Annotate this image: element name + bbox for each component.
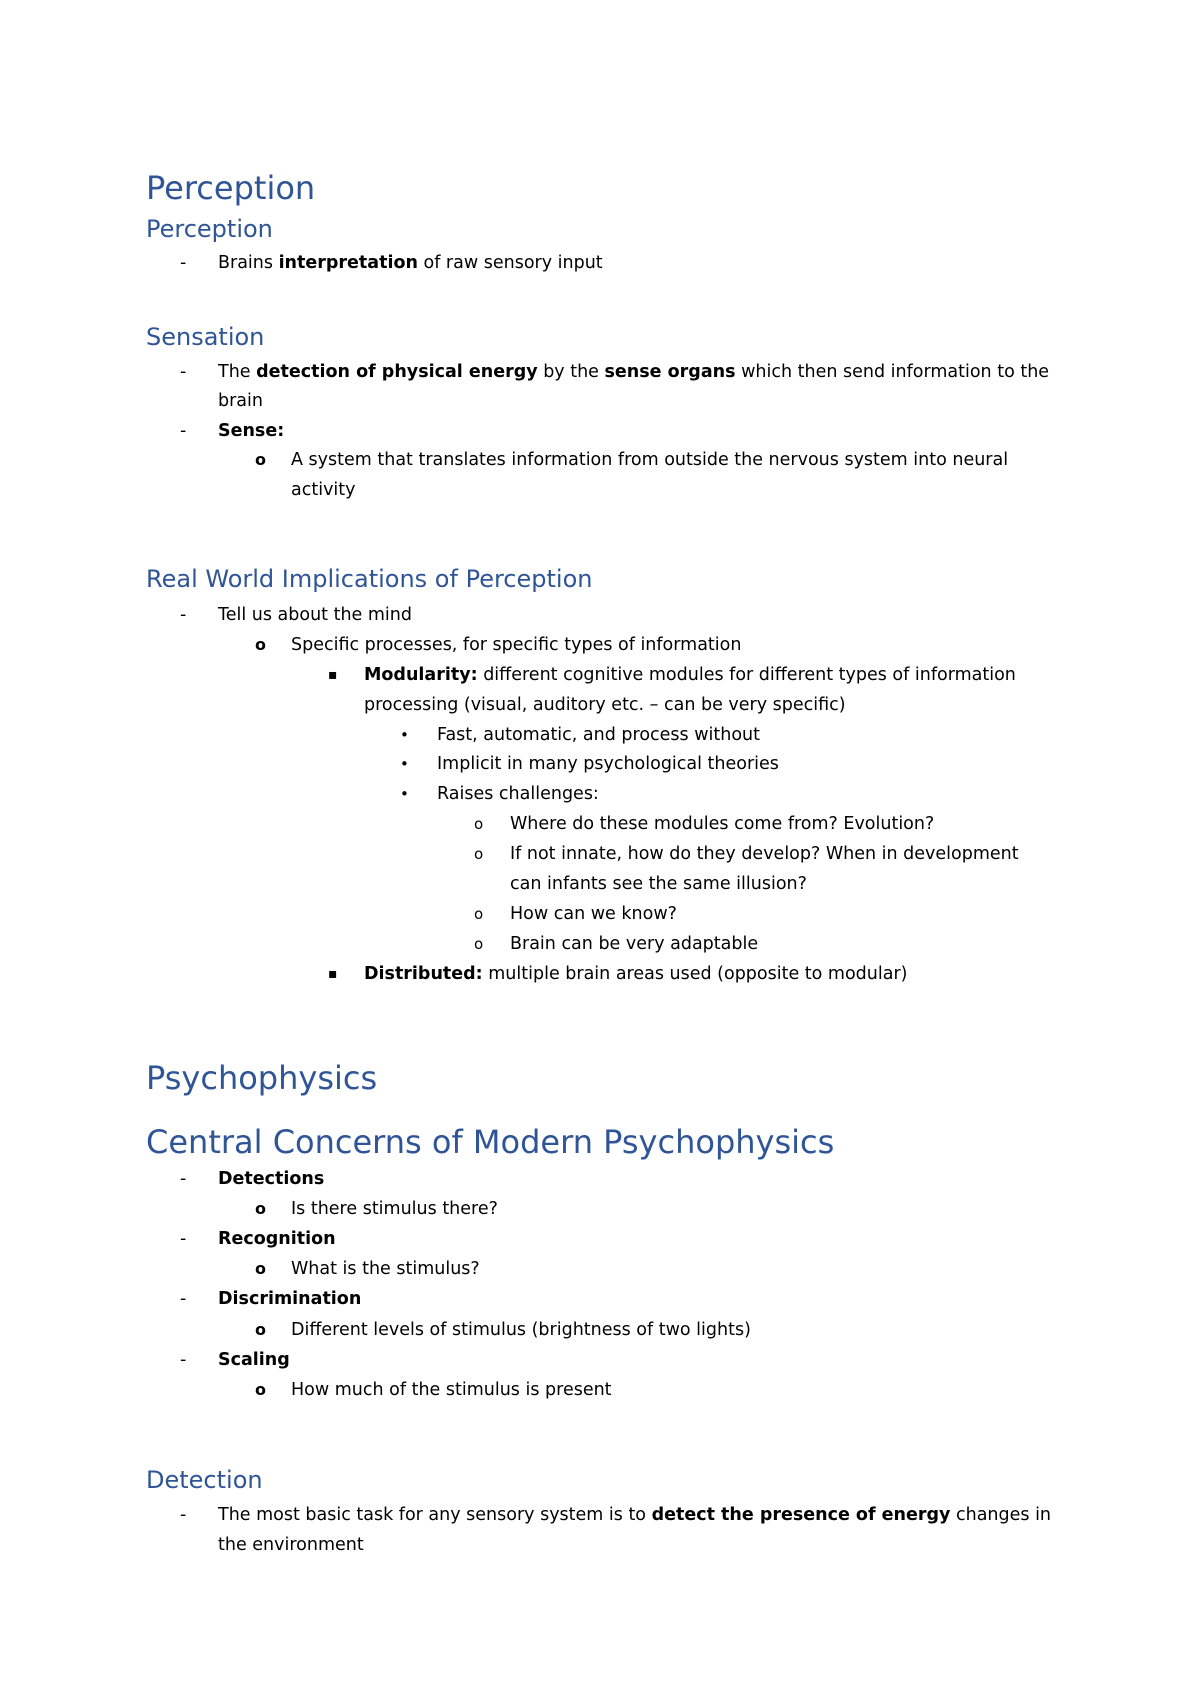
- dash-bullet: -: [180, 253, 187, 273]
- list-item: - Tell us about the mind: [0, 600, 1200, 630]
- circle-bullet: o: [474, 815, 484, 833]
- list-item: o If not innate, how do they develop? When in development: [0, 839, 1200, 869]
- dash-bullet: -: [180, 1289, 187, 1309]
- list-item: o Specific processes, for specific types of information: [0, 630, 1200, 660]
- heading-detection: Detection: [146, 1466, 263, 1494]
- list-item: o Brain can be very adaptable: [0, 929, 1200, 959]
- list-item: - Sense:: [0, 416, 1200, 446]
- heading-central-concerns: Central Concerns of Modern Psychophysics: [146, 1123, 835, 1161]
- list-item: o Where do these modules come from? Evolution?: [0, 809, 1200, 839]
- list-item-continuation: brain: [218, 391, 263, 411]
- dash-bullet: -: [180, 421, 187, 441]
- list-item-continuation: can infants see the same illusion?: [510, 874, 807, 894]
- list-item: o Different levels of stimulus (brightness of two lights): [0, 1315, 1200, 1345]
- list-item: o What is the stimulus?: [0, 1254, 1200, 1284]
- list-item: - The detection of physical energy by the sense organs which then send information to the: [0, 357, 1200, 387]
- list-item: o Is there stimulus there?: [0, 1194, 1200, 1224]
- circle-bullet: o: [255, 1380, 266, 1399]
- circle-bullet: o: [255, 1199, 266, 1218]
- dash-bullet: -: [180, 605, 187, 625]
- list-item: ▪ Distributed: multiple brain areas used (opposite to modular): [0, 959, 1200, 989]
- list-item: ▪ Modularity: different cognitive modules for different types of information: [0, 660, 1200, 690]
- dot-bullet: •: [400, 726, 409, 744]
- list-item: o How can we know?: [0, 899, 1200, 929]
- list-item: - Brains interpretation of raw sensory input: [0, 248, 1200, 278]
- heading-sensation: Sensation: [146, 323, 265, 351]
- list-item: o A system that translates information from outside the nervous system into neural: [0, 445, 1200, 475]
- dot-bullet: •: [400, 785, 409, 803]
- list-item-continuation: processing (visual, auditory etc. – can be very specific): [364, 695, 846, 715]
- square-bullet: ▪: [328, 667, 338, 683]
- circle-bullet: o: [474, 845, 484, 863]
- list-item: - Detections: [0, 1164, 1200, 1194]
- subheading-perception: Perception: [146, 215, 273, 243]
- dash-bullet: -: [180, 1505, 187, 1525]
- list-item: - The most basic task for any sensory system is to detect the presence of energy changes in: [0, 1500, 1200, 1530]
- dash-bullet: -: [180, 1169, 187, 1189]
- circle-bullet: o: [255, 450, 266, 469]
- dot-bullet: •: [400, 755, 409, 773]
- list-item: - Recognition: [0, 1224, 1200, 1254]
- heading-psychophysics: Psychophysics: [146, 1059, 378, 1097]
- list-item: • Raises challenges:: [0, 779, 1200, 809]
- square-bullet: ▪: [328, 966, 338, 982]
- list-item: o How much of the stimulus is present: [0, 1375, 1200, 1405]
- circle-bullet: o: [255, 1259, 266, 1278]
- list-item: • Fast, automatic, and process without: [0, 720, 1200, 750]
- circle-bullet: o: [474, 905, 484, 923]
- dash-bullet: -: [180, 1229, 187, 1249]
- circle-bullet: o: [255, 1320, 266, 1339]
- dash-bullet: -: [180, 1350, 187, 1370]
- list-item: - Discrimination: [0, 1284, 1200, 1314]
- list-item-continuation: the environment: [218, 1535, 364, 1555]
- list-item: • Implicit in many psychological theories: [0, 749, 1200, 779]
- list-item-continuation: activity: [291, 480, 356, 500]
- circle-bullet: o: [474, 935, 484, 953]
- heading-perception: Perception: [146, 169, 316, 207]
- heading-real-world-implications: Real World Implications of Perception: [146, 565, 593, 593]
- dash-bullet: -: [180, 362, 187, 382]
- circle-bullet: o: [255, 635, 266, 654]
- list-item: - Scaling: [0, 1345, 1200, 1375]
